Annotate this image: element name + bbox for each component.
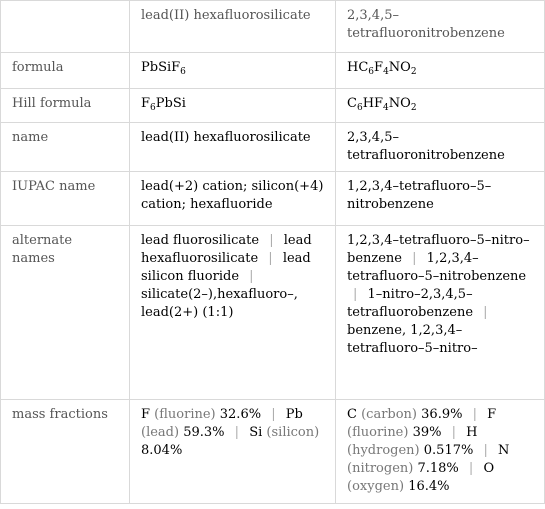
formula-text: HC bbox=[347, 60, 369, 75]
table-row-mass-fractions bbox=[1, 400, 545, 504]
mass-fraction-value: 0.517% bbox=[423, 443, 474, 458]
header-row bbox=[1, 1, 545, 53]
corner-cell bbox=[1, 1, 130, 53]
formula-cell-2 bbox=[336, 53, 545, 89]
mass-fraction-item bbox=[347, 407, 462, 422]
alternate-names-cell-1 bbox=[130, 226, 336, 400]
mass-fraction-value: 36.9% bbox=[421, 407, 463, 422]
table-row-formula bbox=[1, 53, 545, 89]
element-symbol: Si bbox=[249, 425, 263, 440]
alternate-name-item: 1,2,3,4–tetrafluoro–5–nitro–benzene bbox=[347, 233, 530, 266]
list-separator: | bbox=[451, 425, 457, 440]
table-row-hill-formula bbox=[1, 89, 545, 123]
list-separator: | bbox=[483, 443, 488, 458]
row-label-name: name bbox=[1, 123, 130, 172]
formula-text: NO bbox=[388, 96, 411, 111]
element-name: (fluorine) bbox=[154, 407, 216, 422]
alternate-names-cell-2 bbox=[336, 226, 545, 400]
mass-fraction-value: 16.4% bbox=[408, 479, 450, 494]
alternate-name-item: 1–nitro–2,3,4,5–tetrafluorobenzene bbox=[347, 287, 474, 320]
element-symbol: Pb bbox=[285, 407, 303, 422]
hill-formula-cell-2 bbox=[336, 89, 545, 123]
list-separator: | bbox=[472, 407, 477, 422]
element-symbol: C bbox=[347, 407, 357, 422]
element-name: (lead) bbox=[141, 425, 180, 440]
alternate-name-item: 1,2,3,4–tetrafluoro–5–nitrobenzene bbox=[347, 251, 527, 284]
column-header-compound-2: 2,3,4,5–tetrafluoronitrobenzene bbox=[336, 1, 545, 53]
list-separator: | bbox=[234, 425, 240, 440]
name-cell-2: 2,3,4,5–tetrafluoronitrobenzene bbox=[336, 123, 545, 172]
formula-subscript: 6 bbox=[180, 67, 186, 77]
mass-fractions-cell-1 bbox=[130, 400, 336, 504]
formula-subscript: 2 bbox=[410, 103, 417, 113]
alternate-name-item: benzene, 1,2,3,4–tetrafluoro–5–nitro– bbox=[347, 323, 478, 356]
formula-text: C bbox=[347, 96, 357, 111]
name-cell-1: lead(II) hexafluorosilicate bbox=[130, 123, 336, 172]
formula-text: PbSi bbox=[155, 96, 186, 111]
element-name: (silicon) bbox=[266, 425, 320, 440]
mass-fractions-cell-2 bbox=[336, 400, 545, 504]
list-separator: | bbox=[268, 251, 273, 266]
alternate-name-item: lead hexafluorosilicate bbox=[141, 233, 312, 266]
formula-text: NO bbox=[388, 60, 411, 75]
alternate-name-item: silicate(2–),hexafluoro–, lead(2+) (1:1) bbox=[141, 287, 298, 320]
element-name: (oxygen) bbox=[347, 479, 405, 494]
element-name: (fluorine) bbox=[347, 425, 409, 440]
element-name: (hydrogen) bbox=[347, 443, 420, 458]
alternate-name-item: lead fluorosilicate bbox=[141, 233, 260, 248]
mass-fraction-item bbox=[141, 407, 261, 422]
column-header-compound-1: lead(II) hexafluorosilicate bbox=[130, 1, 336, 53]
formula-subscript: 4 bbox=[383, 103, 389, 113]
list-separator: | bbox=[271, 407, 276, 422]
element-name: (nitrogen) bbox=[347, 461, 414, 476]
element-symbol: F bbox=[487, 407, 497, 422]
mass-fraction-value: 7.18% bbox=[417, 461, 459, 476]
row-label-alternate-names: alternate names bbox=[1, 226, 130, 400]
mass-fraction-value: 8.04% bbox=[141, 443, 183, 458]
element-symbol: F bbox=[141, 407, 151, 422]
element-name: (carbon) bbox=[361, 407, 418, 422]
formula-text: F bbox=[141, 96, 151, 111]
list-separator: | bbox=[412, 251, 417, 266]
formula-subscript: 4 bbox=[383, 67, 389, 77]
list-separator: | bbox=[249, 269, 254, 284]
table-row-alternate-names bbox=[1, 226, 545, 400]
mass-fraction-value: 32.6% bbox=[219, 407, 262, 422]
iupac-name-cell-1: lead(+2) cation; silicon(+4) cation; hexafluoride bbox=[130, 172, 336, 226]
formula-subscript: 6 bbox=[368, 67, 375, 77]
list-separator: | bbox=[269, 233, 274, 248]
element-symbol: N bbox=[498, 443, 510, 458]
hill-formula-cell-1 bbox=[130, 89, 336, 123]
element-symbol: H bbox=[466, 425, 478, 440]
list-separator: | bbox=[483, 305, 488, 320]
row-label-mass-fractions: mass fractions bbox=[1, 400, 130, 504]
formula-subscript: 2 bbox=[410, 67, 417, 77]
row-label-hill-formula: Hill formula bbox=[1, 89, 130, 123]
table-row-name bbox=[1, 123, 545, 172]
list-separator: | bbox=[353, 287, 358, 302]
row-label-formula: formula bbox=[1, 53, 130, 89]
element-symbol: O bbox=[483, 461, 495, 476]
list-separator: | bbox=[468, 461, 474, 476]
formula-text: PbSiF bbox=[141, 60, 181, 75]
mass-fraction-value: 39% bbox=[412, 425, 442, 440]
iupac-name-cell-2: 1,2,3,4–tetrafluoro–5–nitrobenzene bbox=[336, 172, 545, 226]
alternate-name-item: lead silicon fluoride bbox=[141, 251, 311, 284]
formula-subscript: 6 bbox=[356, 103, 363, 113]
formula-text: HF bbox=[362, 96, 384, 111]
row-label-iupac-name: IUPAC name bbox=[1, 172, 130, 226]
formula-text: F bbox=[374, 60, 384, 75]
formula-cell-1 bbox=[130, 53, 336, 89]
formula-subscript: 6 bbox=[150, 103, 156, 113]
mass-fraction-value: 59.3% bbox=[183, 425, 225, 440]
table-row-iupac-name bbox=[1, 172, 545, 226]
